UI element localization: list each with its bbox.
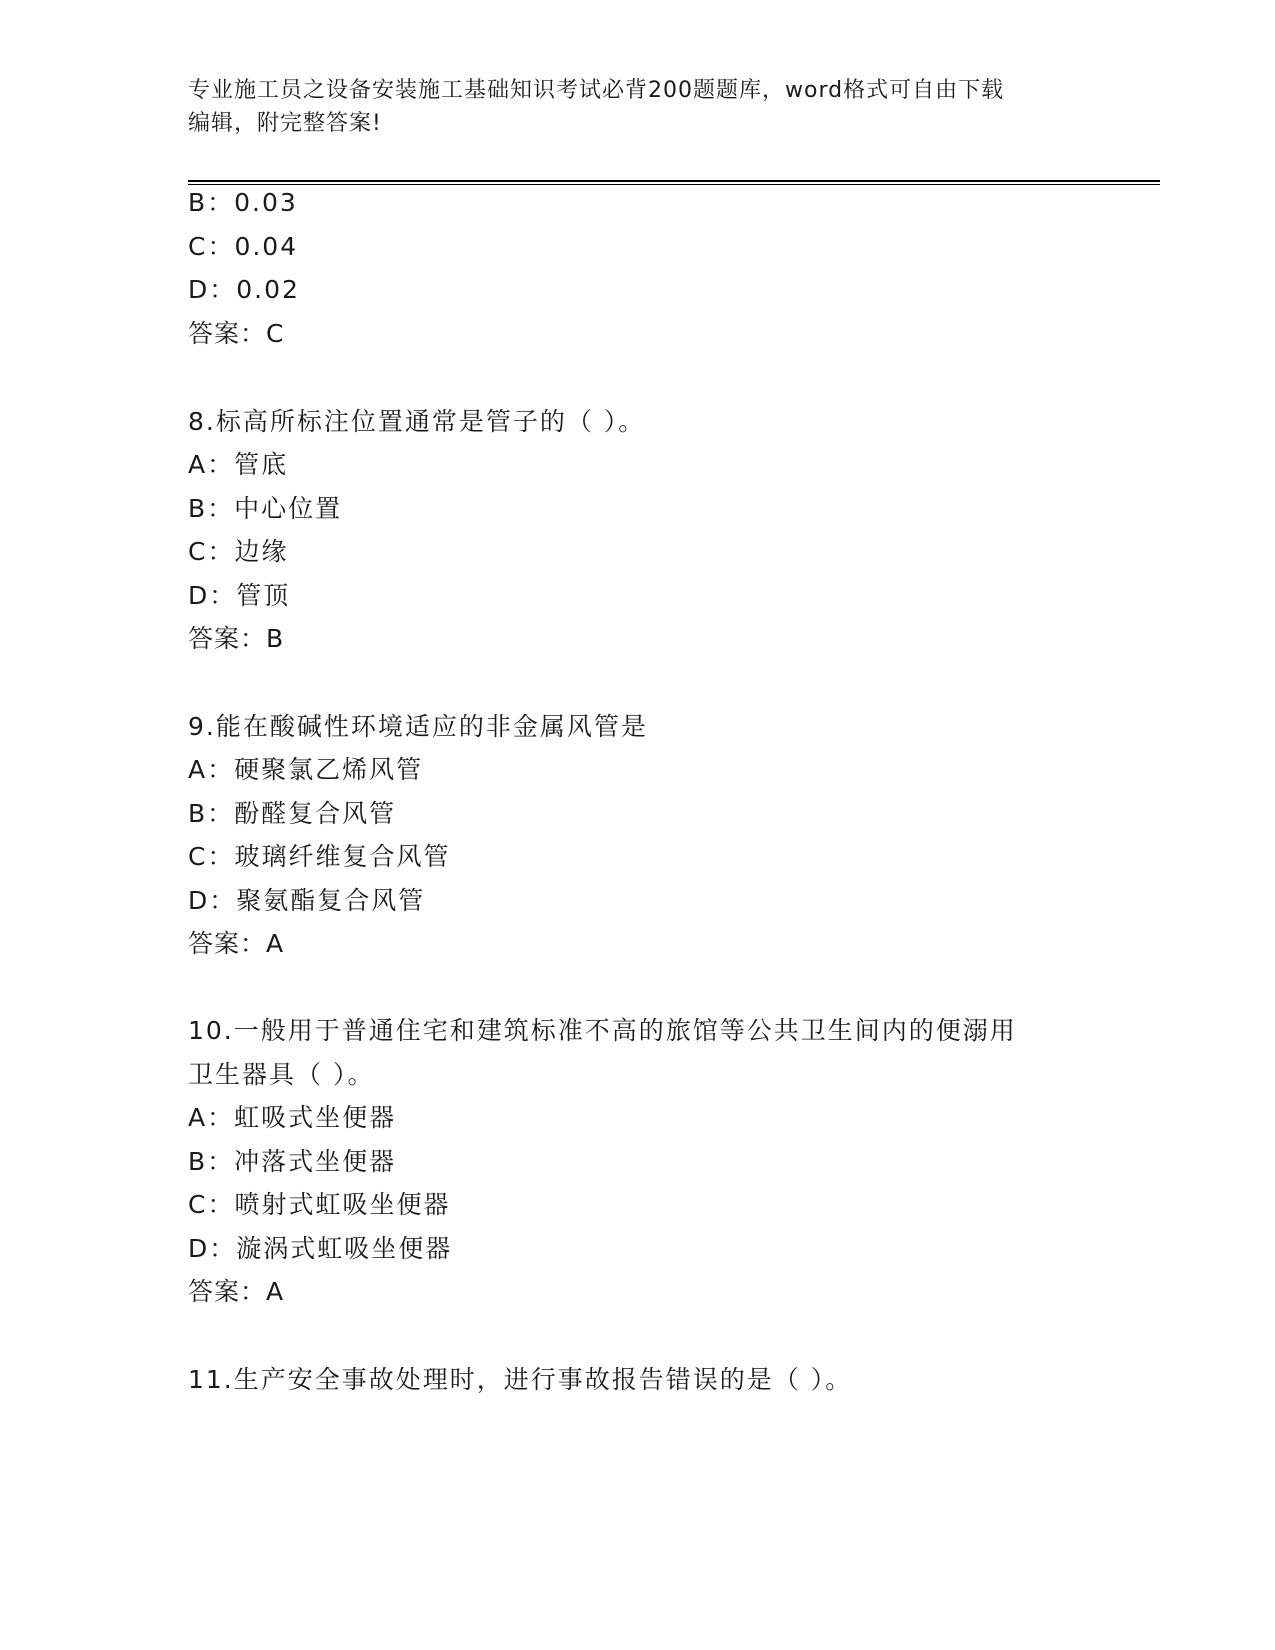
q8-option-b: B：中心位置 bbox=[188, 494, 343, 523]
prev-option-c: C：0.04 bbox=[188, 232, 299, 261]
q10-option-c: C：喷射式虹吸坐便器 bbox=[188, 1190, 451, 1219]
q10-option-a: A：虹吸式坐便器 bbox=[188, 1103, 397, 1132]
q9-option-b: B：酚醛复合风管 bbox=[188, 799, 397, 828]
prev-option-b: B：0.03 bbox=[188, 188, 298, 217]
prev-option-d: D：0.02 bbox=[188, 275, 300, 304]
q8-stem: 8.标高所标注位置通常是管子的（ ）。 bbox=[188, 407, 646, 436]
q10-stem-line-2: 卫生器具（ ）。 bbox=[188, 1060, 375, 1089]
q11-stem: 11.生产安全事故处理时，进行事故报告错误的是（ ）。 bbox=[188, 1365, 853, 1394]
page-header bbox=[188, 74, 1068, 140]
q10-option-b: B：冲落式坐便器 bbox=[188, 1147, 397, 1176]
q9-stem: 9.能在酸碱性环境适应的非金属风管是 bbox=[188, 712, 648, 741]
header-title-line-1: 专业施工员之设备安装施工基础知识考试必背200题题库，word格式可自由下载 bbox=[188, 78, 1005, 103]
q10-stem-line-1: 10.一般用于普通住宅和建筑标准不高的旅馆等公共卫生间内的便溺用 bbox=[188, 1016, 1017, 1045]
q8-option-d: D：管顶 bbox=[188, 581, 291, 610]
q9-option-c: C：玻璃纤维复合风管 bbox=[188, 842, 451, 871]
q9-answer: 答案：A bbox=[188, 929, 285, 958]
header-divider-thin bbox=[188, 184, 1160, 185]
prev-answer: 答案：C bbox=[188, 319, 285, 348]
q8-option-a: A：管底 bbox=[188, 450, 289, 479]
q8-option-c: C：边缘 bbox=[188, 537, 289, 566]
q9-option-d: D：聚氨酯复合风管 bbox=[188, 886, 426, 915]
q10-answer: 答案：A bbox=[188, 1277, 285, 1306]
header-divider-thick bbox=[188, 180, 1160, 182]
q10-option-d: D：漩涡式虹吸坐便器 bbox=[188, 1234, 453, 1263]
q9-option-a: A：硬聚氯乙烯风管 bbox=[188, 755, 424, 784]
q8-answer: 答案：B bbox=[188, 624, 285, 653]
header-title-line-2: 编辑，附完整答案! bbox=[188, 111, 382, 136]
